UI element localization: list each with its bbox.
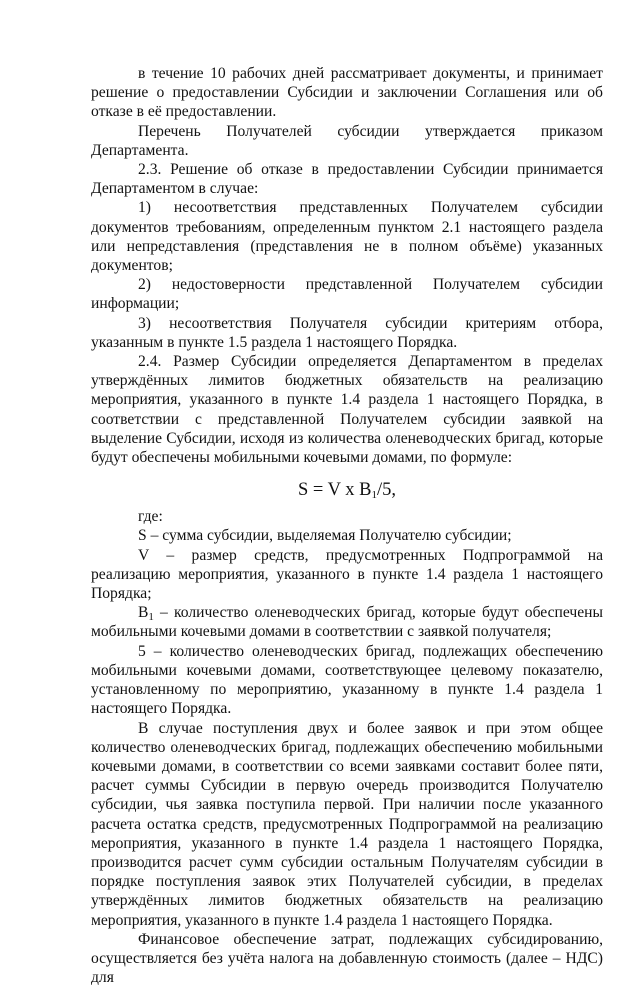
- definition-b1-subscript: 1: [148, 611, 154, 624]
- paragraph-multiple-applications: В случае поступления двух и более заявок и при этом общее количество оленеводческих бригад, подлежащих обеспечению мобильными кочевыми домами, в соответствии со всеми заявками составит более пяти, расчет суммы Субсидии в первую очередь производится Получателю субсидии, чья заявка поступила первой. При наличии после указанного расчета остатка средств, предусмотренных Подпрограммой на реализацию мероприятия, указанного в пункте 1.4 раздела 1 настоящего Порядка, производится расчет сумм субсидии остальным Получателям субсидии в порядке поступления заявок этих Получателей субсидии, в пределах утверждённых лимитов бюджетных обязательств на реализацию мероприятия, указанного в пункте 1.4 раздела 1 настоящего Порядка.: [91, 719, 603, 929]
- formula-right: /5,: [377, 480, 397, 501]
- paragraph-recipients-list: Перечень Получателей субсидии утверждается приказом Департамента.: [91, 122, 603, 159]
- formula-where-label: где:: [138, 508, 163, 526]
- formula-subscript: 1: [371, 489, 377, 502]
- list-item-refusal-2: 2) недостоверности представленной Получателем субсидии информации;: [91, 276, 603, 313]
- list-item-refusal-3: 3) несоответствия Получателя субсидии критериям отбора, указанным в пункте 1.5 раздела 1 настоящего Порядка.: [91, 314, 603, 351]
- paragraph-2-4-subsidy-size: 2.4. Размер Субсидии определяется Департаментом в пределах утверждённых лимитов бюджетных обязательств на реализацию мероприятия, указанного в пункте 1.4 раздела 1 настоящего Порядка, в соответствии с представленной Получателем субсидии заявкой на выделение Субсидии, исходя из количества оленеводческих бригад, которые будут обеспечены мобильными кочевыми домами, по формуле:: [91, 353, 603, 467]
- formula-left: S = V x B: [297, 480, 372, 501]
- list-item-refusal-1: 1) несоответствия представленных Получателем субсидии документов требованиям, определенным пунктом 2.1 настоящего раздела или непредставления (представления не в полном объёме) указанных документов;: [91, 199, 603, 275]
- definition-5: 5 – количество оленеводческих бригад, подлежащих обеспечению мобильными кочевыми домами, соответствующее целевому показателю, установленному по мероприятию, указанному в пункте 1.4 раздела 1 настоящего Порядка.: [91, 642, 603, 718]
- definition-b1: [91, 603, 603, 641]
- paragraph-2-3-refusal: 2.3. Решение об отказе в предоставлении Субсидии принимается Департаментом в случае:: [91, 161, 603, 198]
- paragraph-financing-vat: Финансовое обеспечение затрат, подлежащих субсидированию, осуществляется без учёта налога на добавленную стоимость (далее – НДС) для: [91, 930, 603, 987]
- definition-b1-symbol: B: [138, 604, 149, 622]
- document-page: [91, 64, 603, 987]
- definition-s: S – сумма субсидии, выделяемая Получателю субсидии;: [138, 527, 512, 545]
- paragraph-decision-timing: в течение 10 рабочих дней рассматривает документы, и принимает решение о предоставлении Субсидии и заключении Соглашения или об отказе в её предоставлении.: [91, 65, 603, 121]
- subsidy-formula: [91, 479, 603, 501]
- definition-v: V – размер средств, предусмотренных Подпрограммой на реализацию мероприятия, указанного в пункте 1.4 раздела 1 настоящего Порядка;: [91, 546, 603, 603]
- definition-b1-text: – количество оленеводческих бригад, которые будут обеспечены мобильными кочевыми домами в соответствии с заявкой получателя;: [91, 604, 603, 641]
